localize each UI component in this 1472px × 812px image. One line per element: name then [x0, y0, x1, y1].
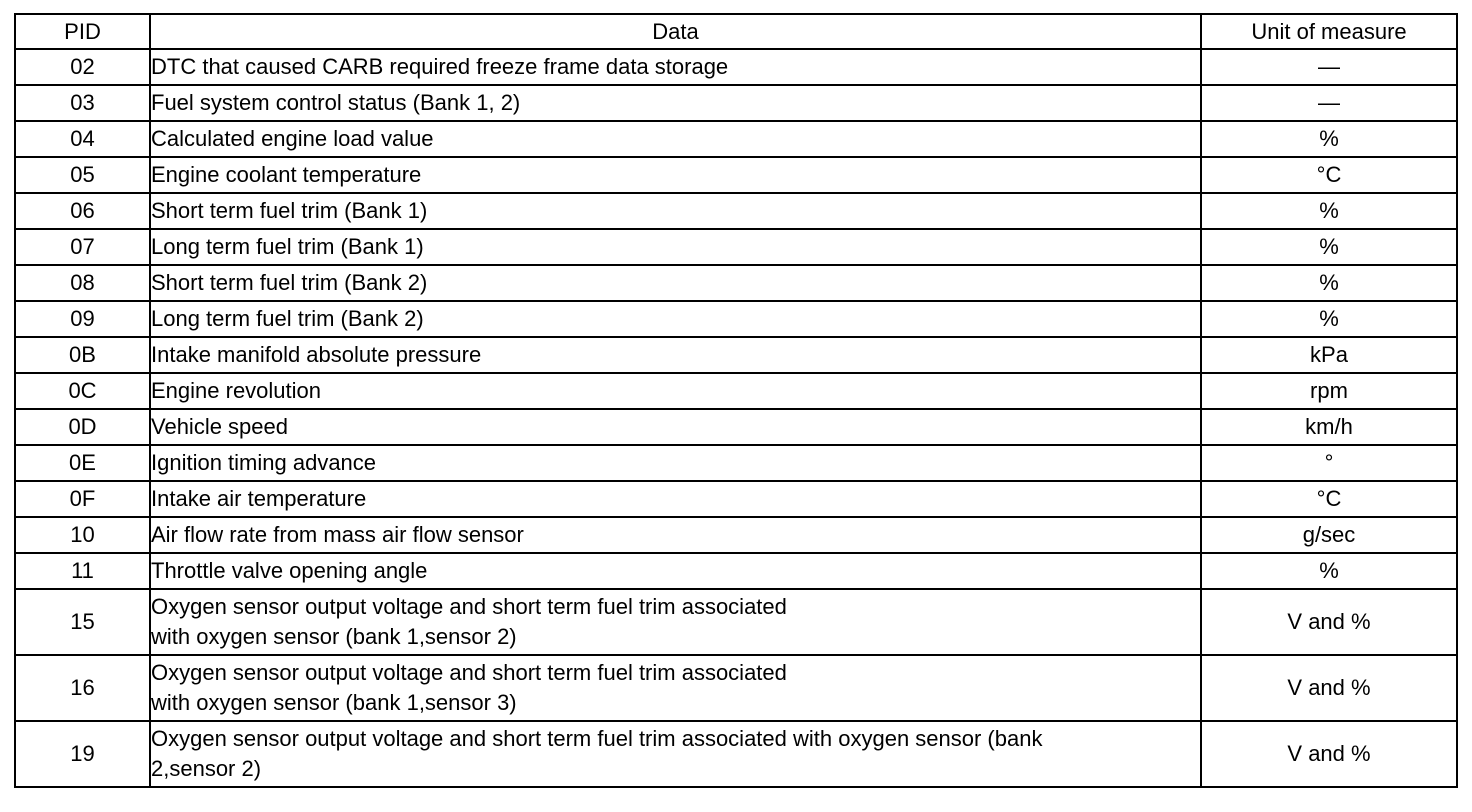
unit-cell: g/sec: [1201, 517, 1457, 553]
header-data: Data: [150, 14, 1201, 49]
unit-cell: —: [1201, 49, 1457, 85]
pid-cell: 10: [15, 517, 150, 553]
table-row: [15, 193, 1457, 229]
unit-cell: °C: [1201, 157, 1457, 193]
data-cell: Calculated engine load value: [150, 121, 1201, 157]
pid-cell: 04: [15, 121, 150, 157]
pid-cell: 19: [15, 721, 150, 787]
pid-cell: 0D: [15, 409, 150, 445]
data-cell-line: with oxygen sensor (bank 1,sensor 2): [151, 624, 517, 649]
table-row: [15, 721, 1457, 787]
pid-cell: 0F: [15, 481, 150, 517]
table-row: [15, 517, 1457, 553]
table-row: [15, 121, 1457, 157]
pid-cell: 03: [15, 85, 150, 121]
unit-cell: —: [1201, 85, 1457, 121]
unit-cell: °C: [1201, 481, 1457, 517]
pid-cell: 08: [15, 265, 150, 301]
pid-cell: 15: [15, 589, 150, 655]
table-row: [15, 85, 1457, 121]
pid-cell: 0E: [15, 445, 150, 481]
table-row: [15, 655, 1457, 721]
data-cell: Short term fuel trim (Bank 1): [150, 193, 1201, 229]
data-cell: Long term fuel trim (Bank 1): [150, 229, 1201, 265]
pid-cell: 02: [15, 49, 150, 85]
table-row: [15, 229, 1457, 265]
data-cell: Ignition timing advance: [150, 445, 1201, 481]
table-row: [15, 409, 1457, 445]
data-cell-line: with oxygen sensor (bank 1,sensor 3): [151, 690, 517, 715]
unit-cell: %: [1201, 553, 1457, 589]
pid-cell: 16: [15, 655, 150, 721]
unit-cell: %: [1201, 229, 1457, 265]
unit-cell: V and %: [1201, 589, 1457, 655]
header-unit: Unit of measure: [1201, 14, 1457, 49]
data-cell-line: 2,sensor 2): [151, 756, 262, 781]
pid-cell: 0B: [15, 337, 150, 373]
data-cell: DTC that caused CARB required freeze frame data storage: [150, 49, 1201, 85]
data-cell-line: Oxygen sensor output voltage and short term fuel trim associated with oxygen sensor (bank: [151, 726, 1043, 751]
pid-cell: 09: [15, 301, 150, 337]
table-row: [15, 481, 1457, 517]
unit-cell: V and %: [1201, 655, 1457, 721]
data-cell: Engine coolant temperature: [150, 157, 1201, 193]
unit-cell: %: [1201, 265, 1457, 301]
unit-cell: %: [1201, 301, 1457, 337]
unit-cell: %: [1201, 193, 1457, 229]
pid-cell: 05: [15, 157, 150, 193]
data-cell: Air flow rate from mass air flow sensor: [150, 517, 1201, 553]
data-cell: Long term fuel trim (Bank 2): [150, 301, 1201, 337]
table-row: [15, 373, 1457, 409]
table-header-row: [15, 14, 1457, 49]
pid-cell: 11: [15, 553, 150, 589]
unit-cell: kPa: [1201, 337, 1457, 373]
data-cell-line: Oxygen sensor output voltage and short term fuel trim associated: [151, 660, 787, 685]
unit-cell: %: [1201, 121, 1457, 157]
table-row: [15, 265, 1457, 301]
unit-cell: km/h: [1201, 409, 1457, 445]
unit-cell: °: [1201, 445, 1457, 481]
pid-cell: 0C: [15, 373, 150, 409]
unit-cell: rpm: [1201, 373, 1457, 409]
data-cell: Engine revolution: [150, 373, 1201, 409]
table-row: [15, 553, 1457, 589]
table-row: [15, 157, 1457, 193]
data-cell: [150, 589, 1201, 655]
data-cell: Intake manifold absolute pressure: [150, 337, 1201, 373]
data-cell: Throttle valve opening angle: [150, 553, 1201, 589]
unit-cell: V and %: [1201, 721, 1457, 787]
data-cell: Intake air temperature: [150, 481, 1201, 517]
table-row: [15, 445, 1457, 481]
table-row: [15, 337, 1457, 373]
pid-cell: 07: [15, 229, 150, 265]
pid-data-table: [14, 13, 1458, 788]
data-cell: Short term fuel trim (Bank 2): [150, 265, 1201, 301]
table-row: [15, 301, 1457, 337]
data-cell: Vehicle speed: [150, 409, 1201, 445]
pid-cell: 06: [15, 193, 150, 229]
table-row: [15, 589, 1457, 655]
data-cell: [150, 721, 1201, 787]
data-cell: [150, 655, 1201, 721]
data-cell: Fuel system control status (Bank 1, 2): [150, 85, 1201, 121]
data-cell-line: Oxygen sensor output voltage and short term fuel trim associated: [151, 594, 787, 619]
table-row: [15, 49, 1457, 85]
header-pid: PID: [15, 14, 150, 49]
